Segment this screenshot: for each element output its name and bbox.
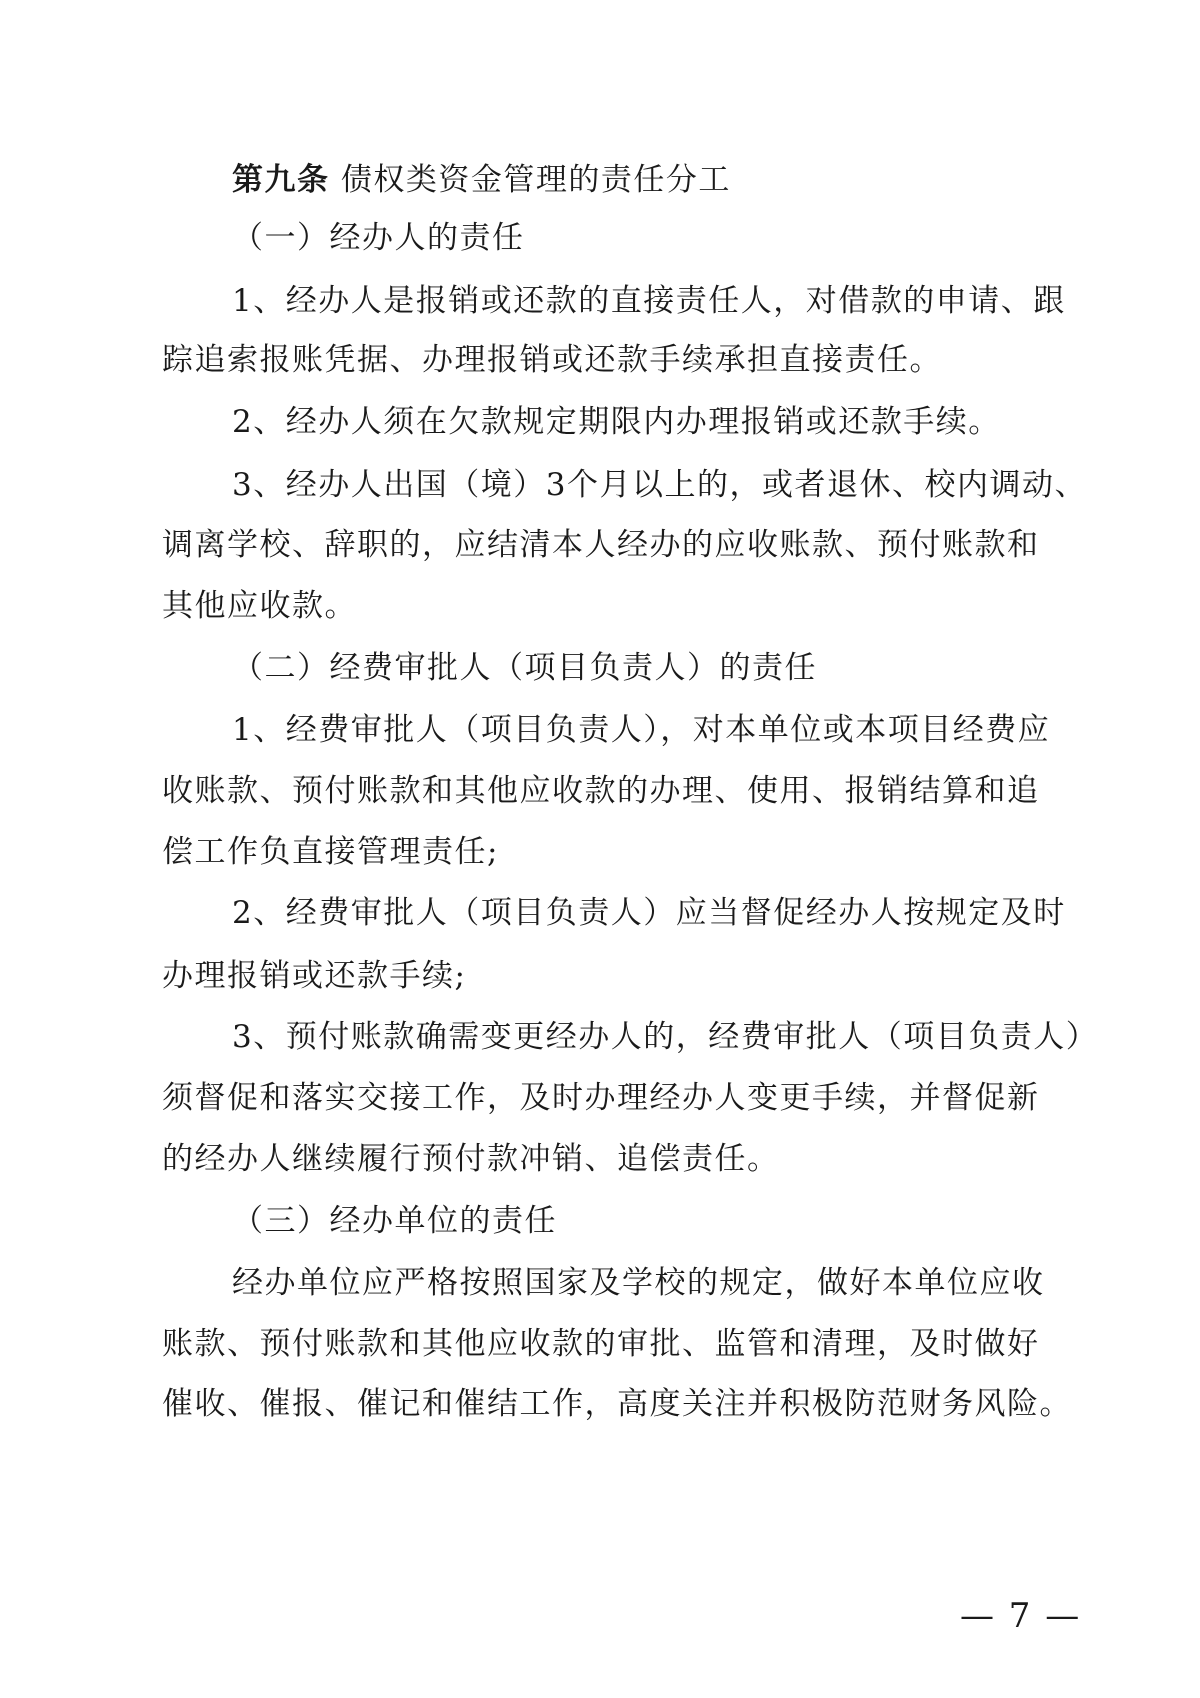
paragraph-line: 其他应收款。: [162, 588, 357, 624]
paragraph-line: 账款、预付账款和其他应收款的审批、监管和清理，及时做好: [162, 1326, 1040, 1362]
paragraph-line: 1、经办人是报销或还款的直接责任人，对借款的申请、跟: [232, 283, 1066, 319]
paragraph-line: 的经办人继续履行预付款冲销、追偿责任。: [162, 1141, 780, 1177]
paragraph-line: 2、经费审批人（项目负责人）应当督促经办人按规定及时: [232, 895, 1066, 931]
paragraph-line: 收账款、预付账款和其他应收款的办理、使用、报销结算和追: [162, 773, 1040, 809]
paragraph-line: 1、经费审批人（项目负责人），对本单位或本项目经费应: [232, 712, 1051, 748]
paragraph-line: 调离学校、辞职的，应结清本人经办的应收账款、预付账款和: [162, 527, 1040, 563]
section-heading-1: （一）经办人的责任: [232, 220, 525, 256]
article-title: 债权类资金管理的责任分工: [340, 162, 731, 198]
paragraph-line: 经办单位应严格按照国家及学校的规定，做好本单位应收: [232, 1265, 1045, 1301]
paragraph-line: 偿工作负直接管理责任;: [162, 834, 499, 870]
section-heading-3: （三）经办单位的责任: [232, 1203, 557, 1239]
article-heading: [232, 160, 1042, 200]
paragraph-line: 踪追索报账凭据、办理报销或还款手续承担直接责任。: [162, 342, 942, 378]
article-label: 第九条: [232, 162, 330, 198]
section-heading-2: （二）经费审批人（项目负责人）的责任: [232, 650, 817, 686]
paragraph-line: 办理报销或还款手续;: [162, 958, 467, 994]
paragraph-line: 2、经办人须在欠款规定期限内办理报销或还款手续。: [232, 404, 1001, 440]
page-number: — 7 —: [960, 1596, 1082, 1636]
paragraph-line: 3、经办人出国（境）3个月以上的，或者退休、校内调动、: [232, 467, 1087, 503]
paragraph-line: 催收、催报、催记和催结工作，高度关注并积极防范财务风险。: [162, 1386, 1072, 1422]
paragraph-line: 3、预付账款确需变更经办人的，经费审批人（项目负责人）: [232, 1019, 1099, 1055]
paragraph-line: 须督促和落实交接工作，及时办理经办人变更手续，并督促新: [162, 1080, 1040, 1116]
